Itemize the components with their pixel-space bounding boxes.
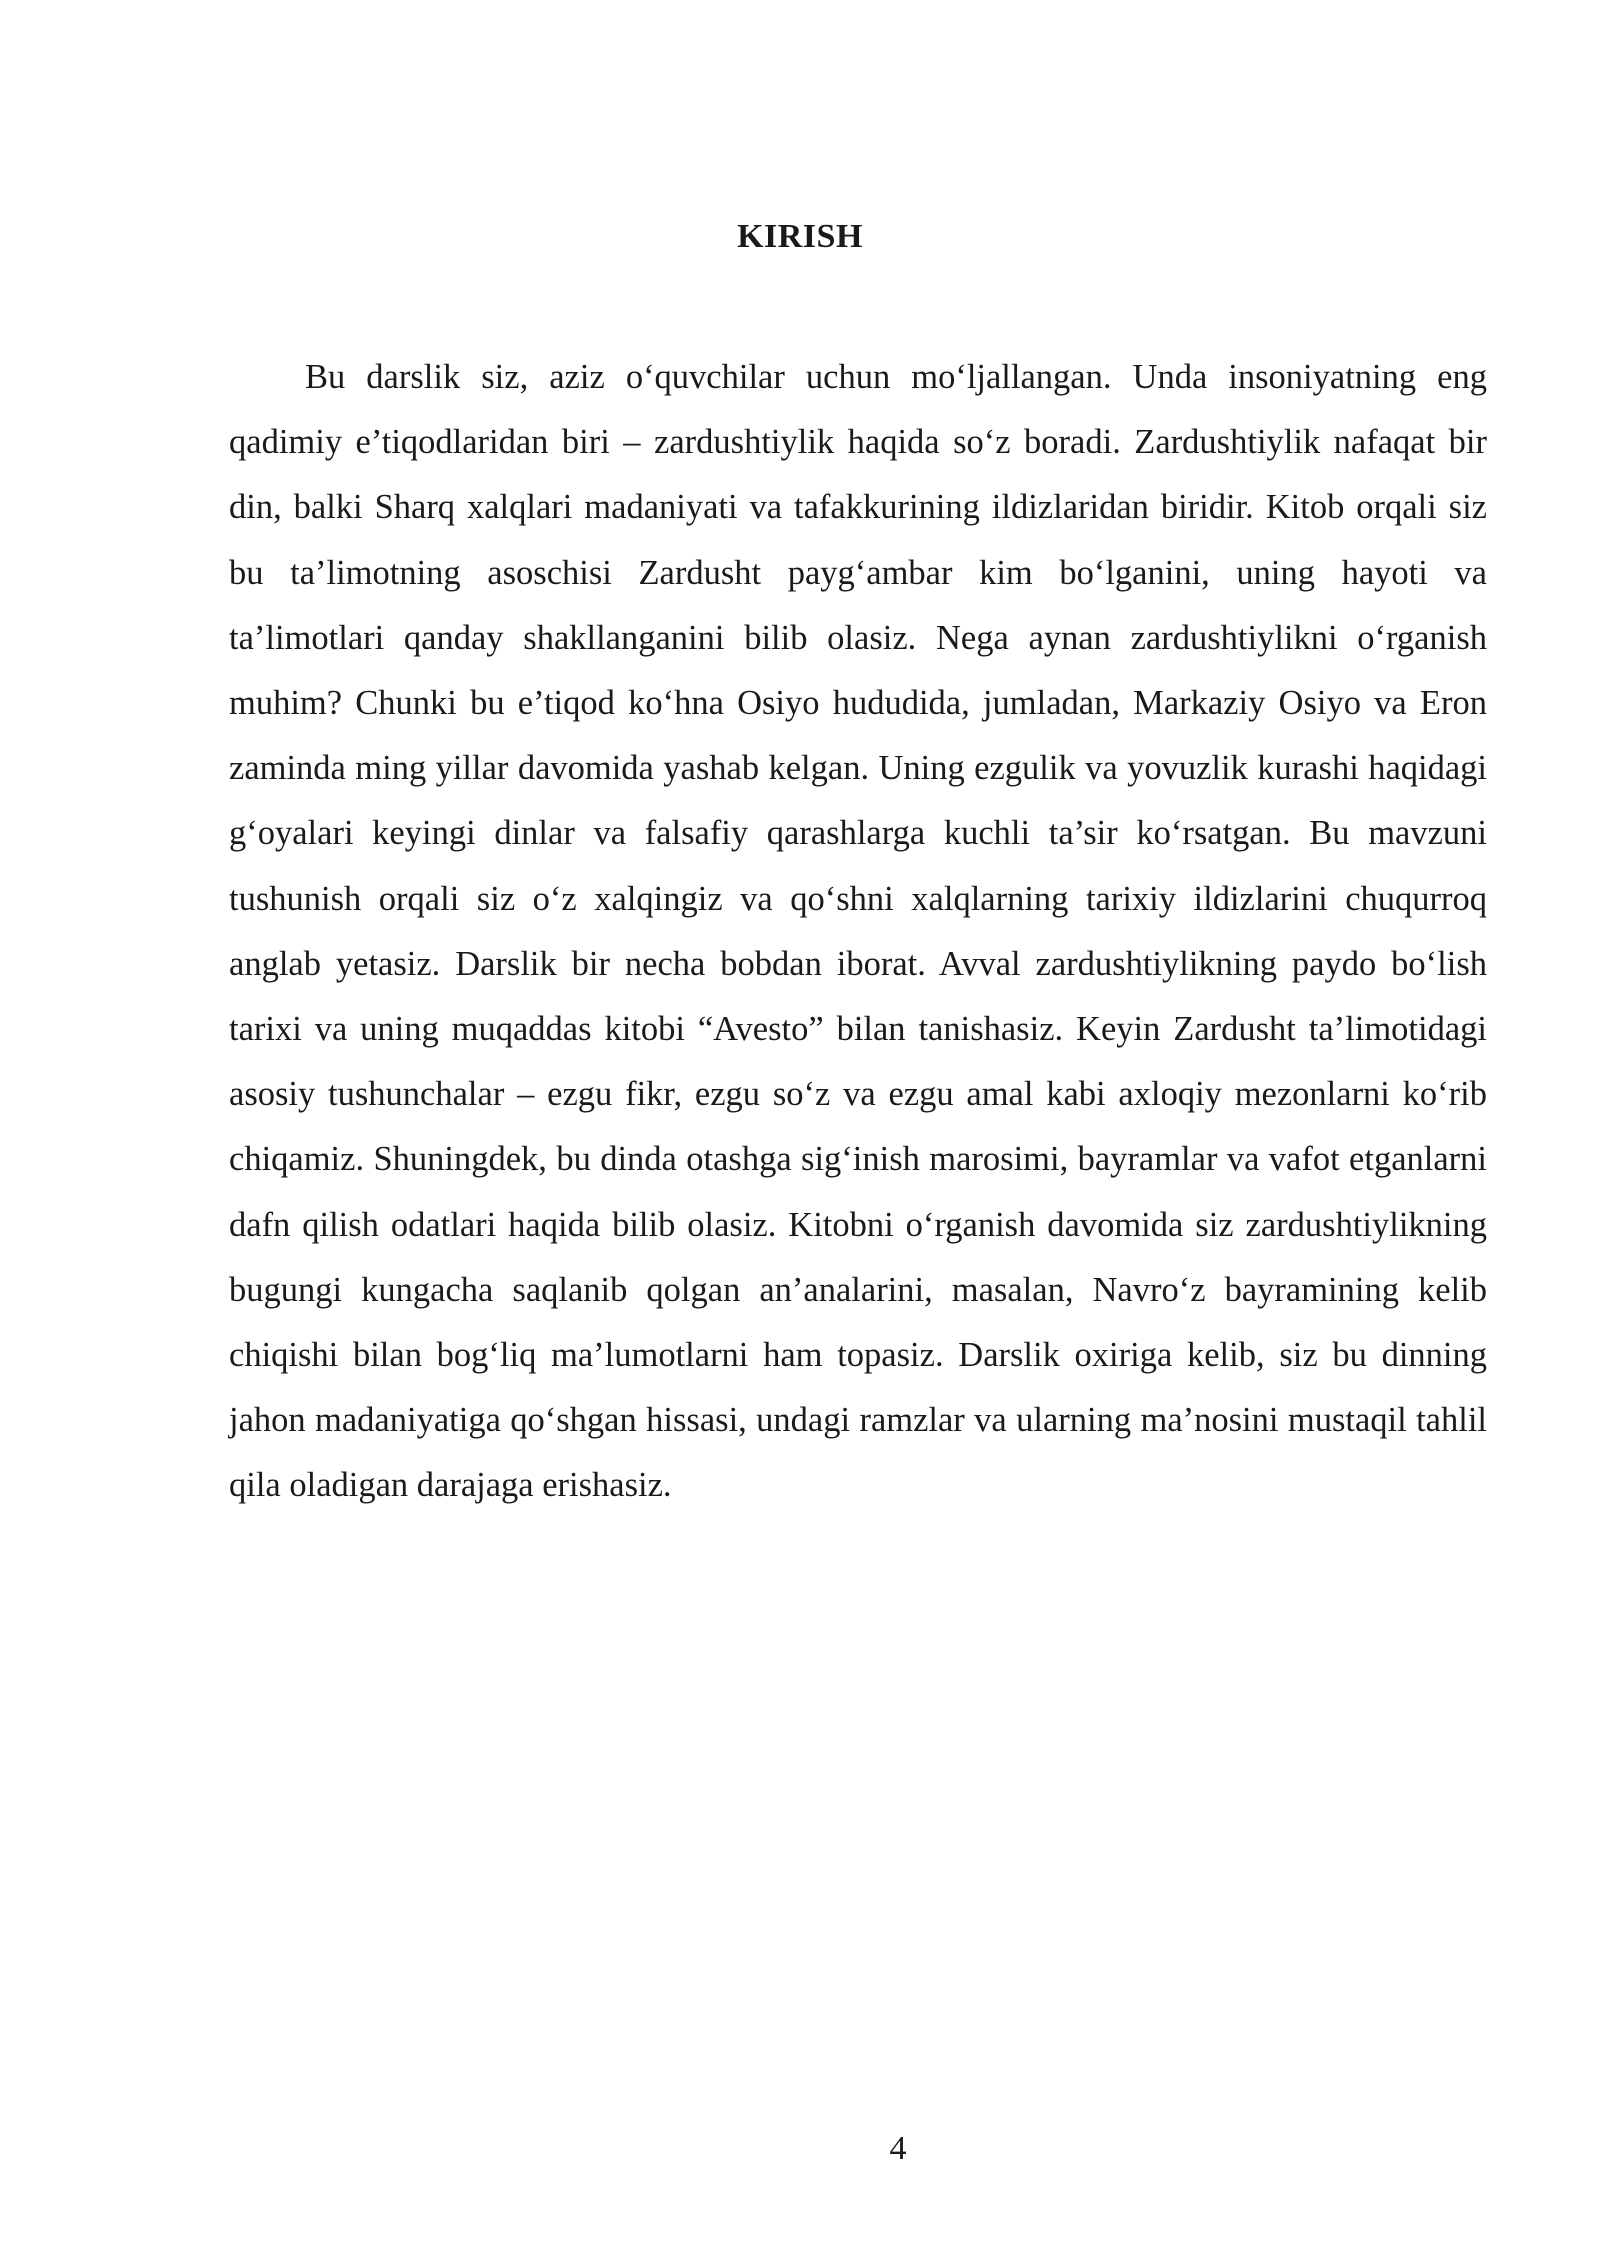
section-heading: KIRISH xyxy=(737,218,863,255)
page-number: 4 xyxy=(889,2130,907,2167)
intro-paragraph: Bu darslik siz, aziz o‘quvchilar uchun mo‘ljallangan. Unda insoniyatning eng qadimiy e’tiqodlaridan biri – zardushtiylik haqida so‘z boradi. Zardushtiylik nafaqat bir din, balki Sharq xalqlari madaniyati va tafakkurining ildizlaridan biridir. Kitob orqali siz bu ta’limotning asoschisi Zardusht payg‘ambar kim bo‘lganini, uning hayoti va ta’limotlari qanday shakllanganini bilib olasiz. Nega aynan zardushtiylikni o‘rganish muhim? Chunki bu e’tiqod ko‘hna Osiyo hududida, jumladan, Markaziy Osiyo va Eron zaminda ming yillar davomida yashab kelgan. Uning ezgulik va yovuzlik kurashi haqidagi g‘oyalari keyingi dinlar va falsafiy qarashlarga kuchli ta’sir ko‘rsatgan. Bu mavzuni tushunish orqali siz o‘z xalqingiz va qo‘shni xalqlarning tarixiy ildizlarini chuqurroq anglab yetasiz. Darslik bir necha bobdan iborat. Avval zardushtiylikning paydo bo‘lish tarixi va uning muqaddas kitobi “Avesto” bilan tanishasiz. Keyin Zardusht ta’limotidagi asosiy tushunchalar – ezgu fikr, ezgu so‘z va ezgu amal kabi axloqiy mezonlarni ko‘rib chiqamiz. Shuningdek, bu dinda otashga sig‘inish marosimi, bayramlar va vafot etganlarni dafn qilish odatlari haqida bilib olasiz. Kitobni o‘rganish davomida siz zardushtiylikning bugungi kungacha saqlanib qolgan an’analarini, masalan, Navro‘z bayramining kelib chiqishi bilan bog‘liq ma’lumotlarni ham topasiz. Darslik oxiriga kelib, siz bu dinning jahon madaniyatiga qo‘shgan hissasi, undagi ramzlar va ularning ma’nosini mustaqil tahlil qila oladigan darajaga erishasiz. xyxy=(229,358,1487,1505)
